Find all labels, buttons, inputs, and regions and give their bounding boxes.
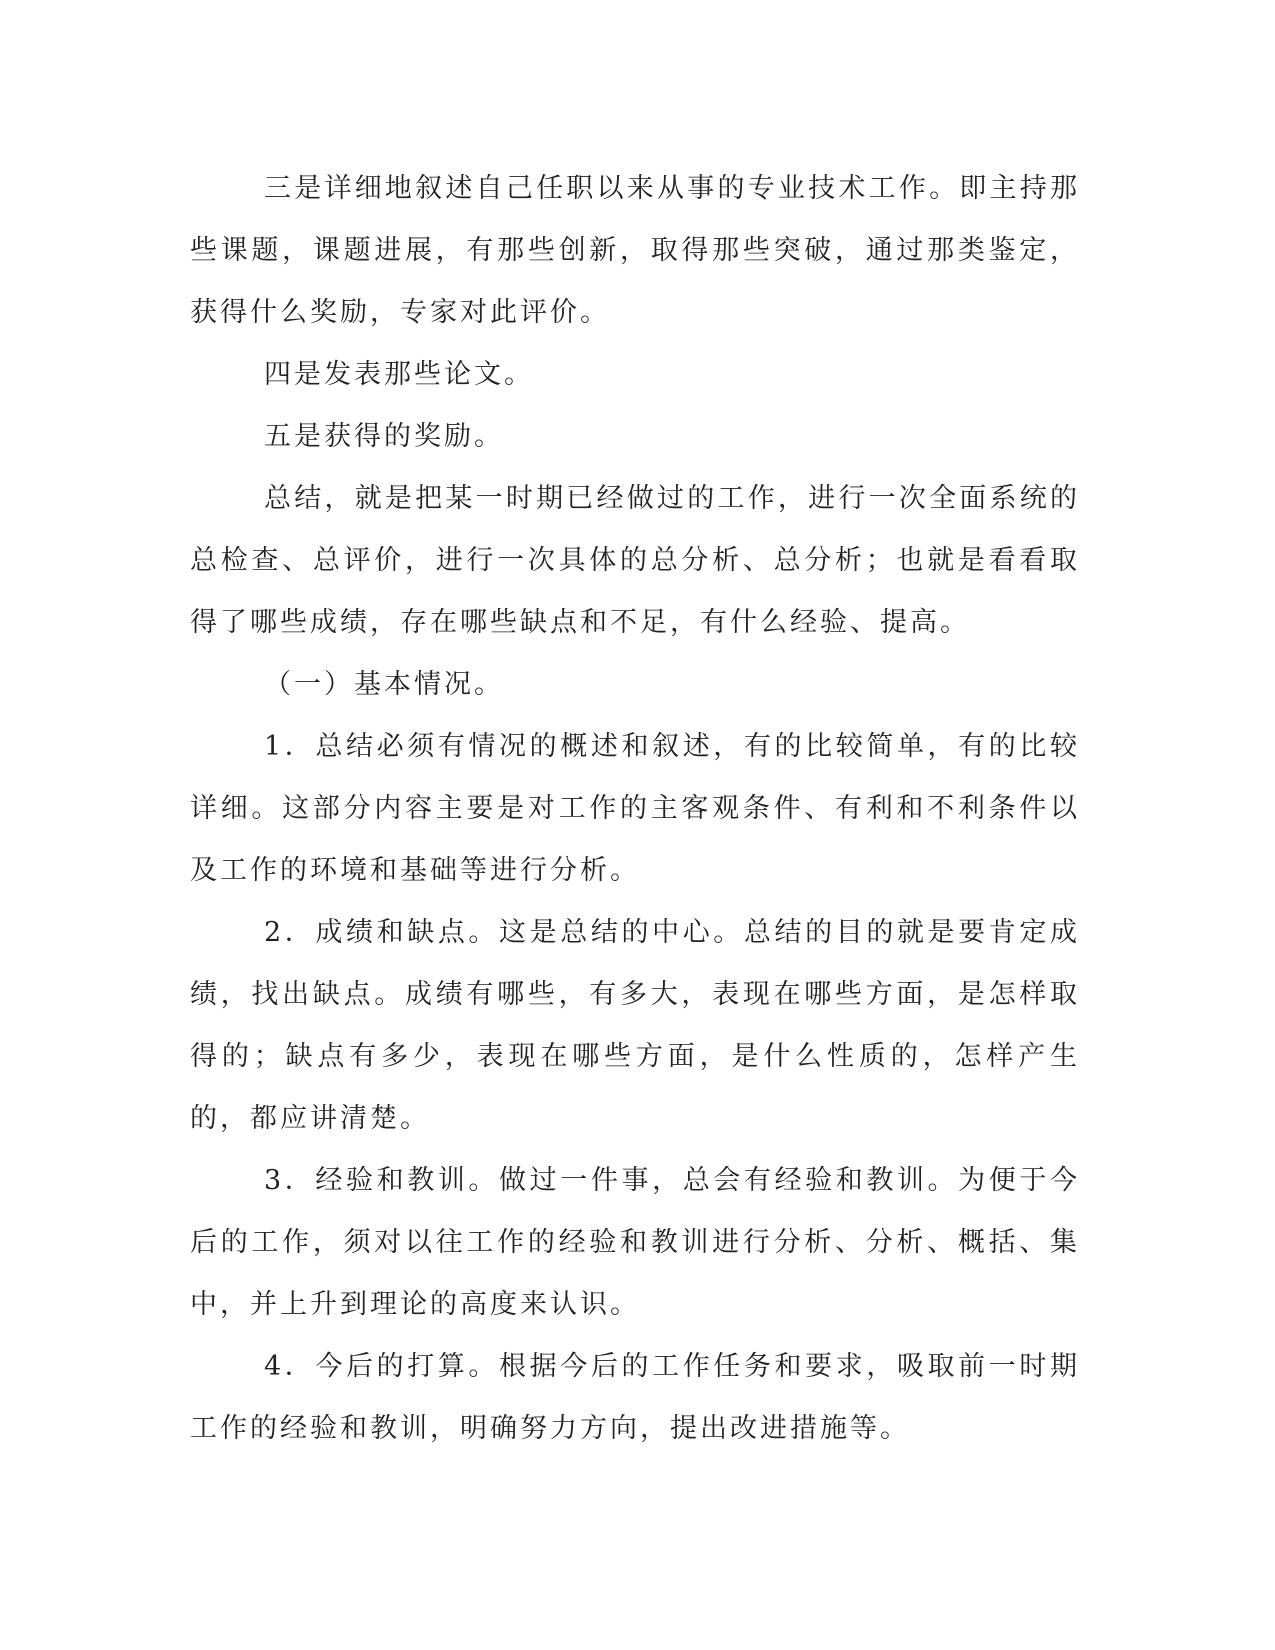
- paragraph-item-3: 3．经验和教训。做过一件事，总会有经验和教训。为便于今后的工作，须对以往工作的经验和教训进行分析、分析、概括、集中，并上升到理论的高度来认识。: [190, 1165, 1080, 1320]
- paragraph-item-2: 2．成绩和缺点。这是总结的中心。总结的目的就是要肯定成绩，找出缺点。成绩有哪些，有多大，表现在哪些方面，是怎样取得的；缺点有多少，表现在哪些方面，是什么性质的，怎样产生的，都应讲清楚。: [190, 917, 1080, 1134]
- paragraph-item-4: 4．今后的打算。根据今后的工作任务和要求，吸取前一时期工作的经验和教训，明确努力方向，提出改进措施等。: [190, 1351, 1080, 1444]
- paragraph-papers: 四是发表那些论文。: [264, 359, 534, 390]
- document-body: [190, 158, 1080, 1460]
- paragraph-item-1: 1．总结必须有情况的概述和叙述，有的比较简单，有的比较详细。这部分内容主要是对工作的主客观条件、有利和不利条件以及工作的环境和基础等进行分析。: [190, 731, 1080, 886]
- section-heading-basic-situation: （一）基本情况。: [264, 669, 504, 700]
- paragraph-summary-definition: 总结，就是把某一时期已经做过的工作，进行一次全面系统的总检查、总评价，进行一次具体的总分析、总分析；也就是看看取得了哪些成绩，存在哪些缺点和不足，有什么经验、提高。: [190, 483, 1080, 638]
- paragraph-awards: 五是获得的奖励。: [264, 421, 504, 452]
- paragraph-duties: 三是详细地叙述自己任职以来从事的专业技术工作。即主持那些课题，课题进展，有那些创新，取得那些突破，通过那类鉴定，获得什么奖励，专家对此评价。: [190, 173, 1080, 328]
